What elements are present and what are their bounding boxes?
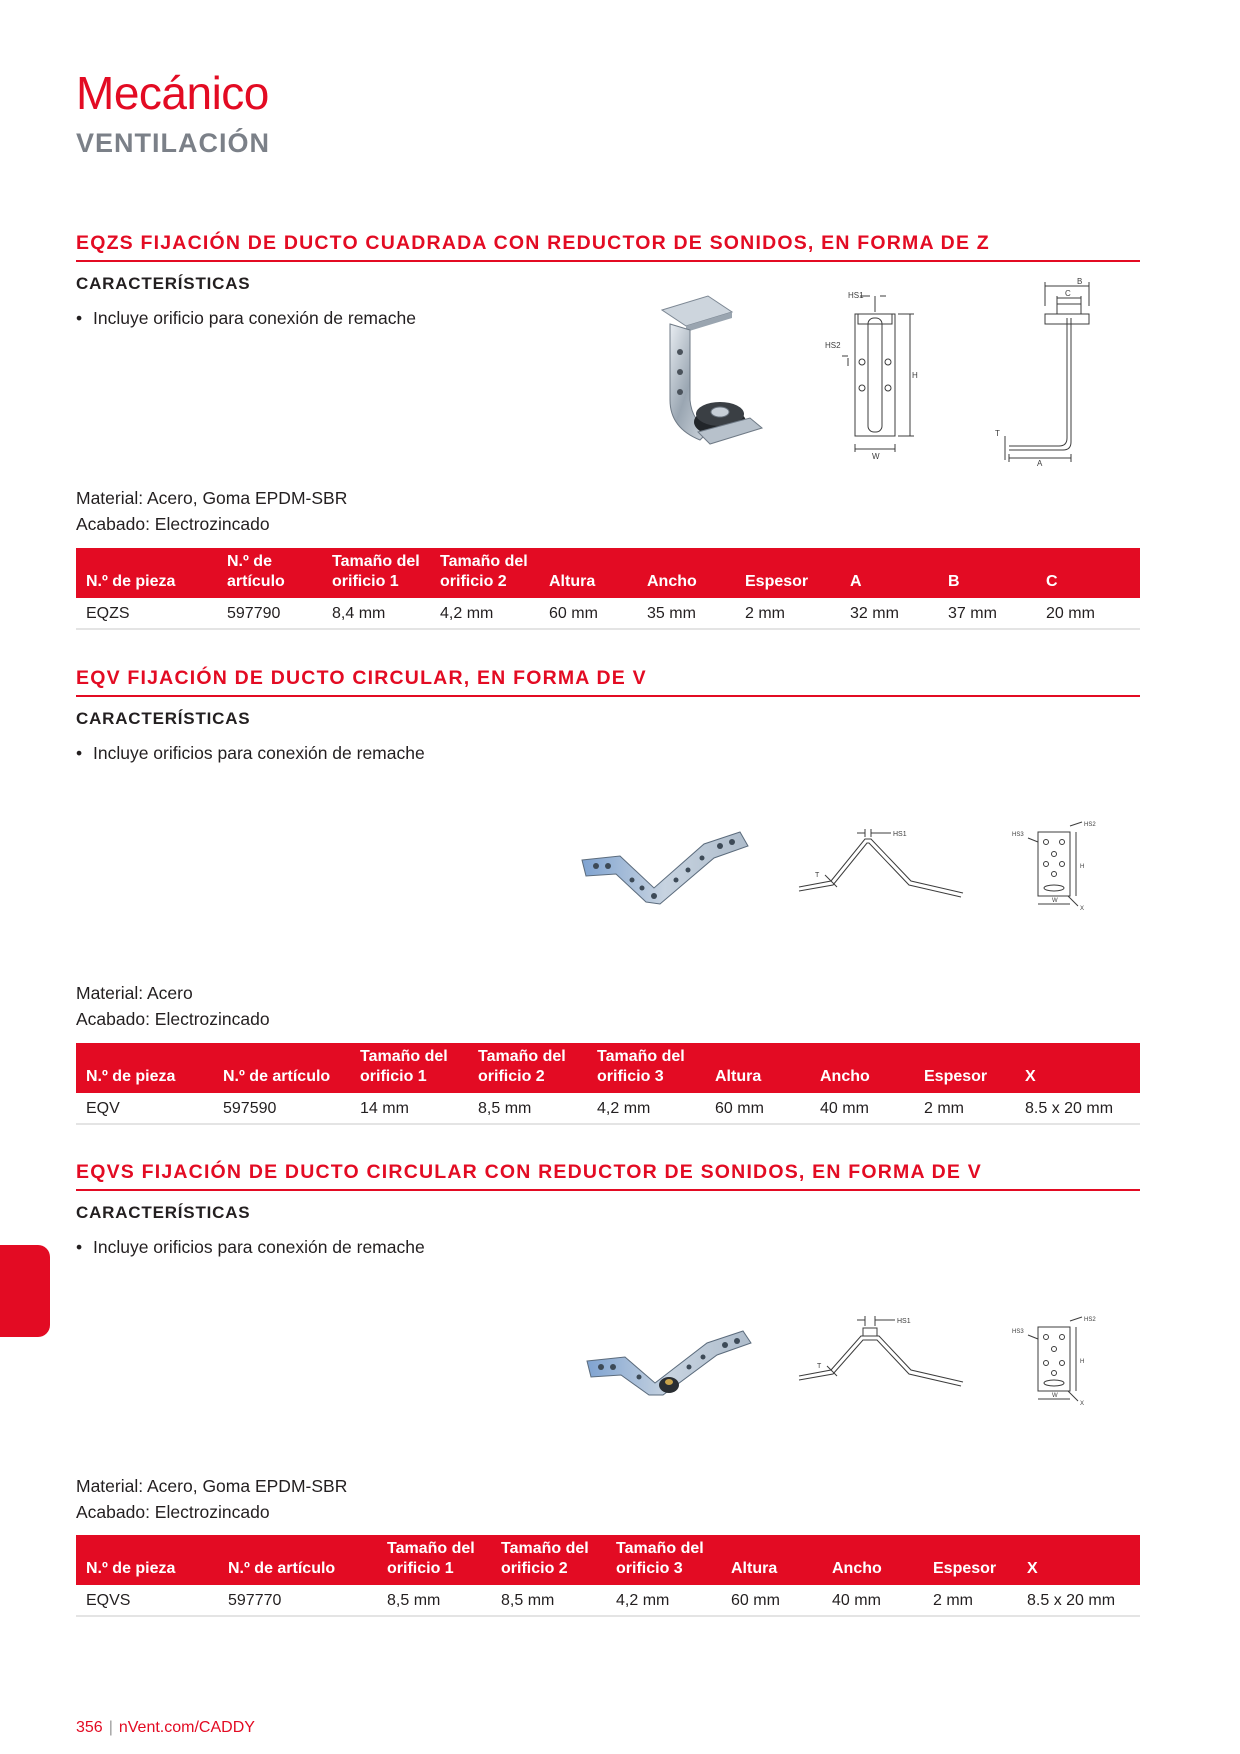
feature-text: Incluye orificios para conexión de remache [93, 1237, 425, 1257]
page-title: Mecánico [76, 67, 269, 119]
cell: 597770 [218, 1585, 377, 1616]
cell: 40 mm [810, 1093, 914, 1124]
col-header: N.º de artículo [217, 548, 322, 598]
material-info [76, 1473, 347, 1525]
features-title: CARACTERÍSTICAS [76, 274, 251, 293]
cell: EQVS [76, 1585, 218, 1616]
section-eqvs [76, 1161, 1140, 1258]
col-header: A [840, 548, 938, 598]
table-row [76, 1585, 1140, 1616]
footer-link[interactable]: nVent.com/CADDY [118, 1719, 255, 1736]
cell: 597790 [217, 598, 322, 629]
page-number: 356 [76, 1719, 103, 1736]
col-header: N.º de pieza [76, 548, 217, 598]
diagram-label-x: X [1080, 906, 1085, 912]
col-header: X [1017, 1535, 1140, 1585]
section-heading: EQV FIJACIÓN DE DUCTO CIRCULAR, EN FORMA DE V [76, 667, 1140, 697]
diagram-label-hs2: HS2 [825, 341, 841, 350]
diagram-label-h: H [1080, 1359, 1085, 1365]
diagram-label-w: W [872, 452, 880, 461]
eqzs-product-image [640, 290, 770, 460]
cell: EQZS [76, 598, 217, 629]
diagram-label-a: A [1037, 459, 1043, 466]
cell: 8,5 mm [377, 1585, 491, 1616]
col-header: Altura [705, 1043, 810, 1093]
col-header: Ancho [822, 1535, 923, 1585]
chapter-tab [0, 1245, 50, 1337]
table-row [76, 598, 1140, 629]
table-header-row [76, 1535, 1140, 1585]
cell: 35 mm [637, 598, 735, 629]
eqvs-hole-drawing [1010, 1315, 1100, 1407]
feature-bullet: • Incluye orificio para conexión de remache [76, 308, 416, 328]
cell: 32 mm [840, 598, 938, 629]
cell: 4,2 mm [606, 1585, 721, 1616]
eqvs-profile-drawing [795, 1312, 975, 1392]
col-header: Altura [539, 548, 637, 598]
cell: 8,5 mm [468, 1093, 587, 1124]
col-header: N.º de artículo [213, 1043, 350, 1093]
footer-separator: | [108, 1719, 113, 1736]
material-text: Material: Acero [76, 983, 193, 1003]
features-title: CARACTERÍSTICAS [76, 709, 251, 728]
cell: 8.5 x 20 mm [1015, 1093, 1140, 1124]
footer [76, 1719, 255, 1737]
feature-text: Incluye orificios para conexión de remache [93, 743, 425, 763]
diagram-label-t: T [815, 872, 820, 879]
col-header: Tamaño del orificio 2 [468, 1043, 587, 1093]
eqv-profile-drawing [795, 825, 975, 905]
diagram-label-w: W [1052, 1393, 1058, 1399]
col-header: Tamaño del orificio 1 [350, 1043, 468, 1093]
diagram-label-hs1: HS1 [848, 291, 864, 300]
section-eqzs [76, 232, 1140, 329]
cell: 60 mm [705, 1093, 810, 1124]
col-header: Espesor [923, 1535, 1017, 1585]
features-title: CARACTERÍSTICAS [76, 1203, 251, 1222]
eqzs-side-drawing [985, 276, 1115, 466]
eqv-product-image [580, 830, 760, 910]
finish-text: Acabado: Electrozincado [76, 1502, 270, 1522]
cell: 2 mm [735, 598, 840, 629]
cell: 2 mm [923, 1585, 1017, 1616]
cell: 20 mm [1036, 598, 1140, 629]
diagram-label-w: W [1052, 898, 1058, 904]
spec-table-eqv [76, 1043, 1140, 1125]
cell: 8,4 mm [322, 598, 430, 629]
feature-bullet: • Incluye orificios para conexión de remache [76, 743, 425, 763]
material-info [76, 980, 270, 1032]
table-header-row [76, 1043, 1140, 1093]
finish-text: Acabado: Electrozincado [76, 514, 270, 534]
col-header: Tamaño del orificio 3 [606, 1535, 721, 1585]
page-subtitle: VENTILACIÓN [76, 128, 271, 158]
diagram-label-t: T [817, 1363, 822, 1370]
col-header: Espesor [735, 548, 840, 598]
diagram-label-hs1: HS1 [893, 831, 907, 838]
col-header: X [1015, 1043, 1140, 1093]
spec-table-eqzs [76, 548, 1140, 630]
diagram-label-t: T [995, 429, 1000, 438]
col-header: Tamaño del orificio 3 [587, 1043, 705, 1093]
col-header: Tamaño del orificio 2 [430, 548, 539, 598]
col-header: N.º de pieza [76, 1535, 218, 1585]
cell: EQV [76, 1093, 213, 1124]
section-heading: EQVS FIJACIÓN DE DUCTO CIRCULAR CON REDUCTOR DE SONIDOS, EN FORMA DE V [76, 1161, 1140, 1191]
col-header: Tamaño del orificio 1 [377, 1535, 491, 1585]
col-header: Tamaño del orificio 1 [322, 548, 430, 598]
cell: 60 mm [721, 1585, 822, 1616]
cell: 8,5 mm [491, 1585, 606, 1616]
col-header: Ancho [810, 1043, 914, 1093]
material-text: Material: Acero, Goma EPDM-SBR [76, 488, 348, 508]
section-eqv [76, 667, 1140, 764]
cell: 4,2 mm [430, 598, 539, 629]
table-row [76, 1093, 1140, 1124]
spec-table-eqvs [76, 1535, 1140, 1617]
eqv-hole-drawing [1010, 820, 1100, 912]
col-header: Ancho [637, 548, 735, 598]
col-header: Tamaño del orificio 2 [491, 1535, 606, 1585]
diagram-label-hs2: HS2 [1084, 822, 1096, 828]
cell: 4,2 mm [587, 1093, 705, 1124]
cell: 14 mm [350, 1093, 468, 1124]
col-header: C [1036, 548, 1140, 598]
col-header: N.º de artículo [218, 1535, 377, 1585]
cell: 2 mm [914, 1093, 1015, 1124]
diagram-label-h: H [1080, 864, 1085, 870]
diagram-label-hs3: HS3 [1012, 832, 1024, 838]
feature-text: Incluye orificio para conexión de remache [93, 308, 416, 328]
cell: 60 mm [539, 598, 637, 629]
diagram-label-hs1: HS1 [897, 1318, 911, 1325]
section-heading: EQZS FIJACIÓN DE DUCTO CUADRADA CON REDUCTOR DE SONIDOS, EN FORMA DE Z [76, 232, 1140, 262]
cell: 40 mm [822, 1585, 923, 1616]
table-header-row [76, 548, 1140, 598]
diagram-label-c: C [1065, 289, 1071, 298]
cell: 8.5 x 20 mm [1017, 1585, 1140, 1616]
material-text: Material: Acero, Goma EPDM-SBR [76, 1476, 348, 1496]
finish-text: Acabado: Electrozincado [76, 1009, 270, 1029]
col-header: Altura [721, 1535, 822, 1585]
diagram-label-hs3: HS3 [1012, 1329, 1024, 1335]
feature-bullet: • Incluye orificios para conexión de remache [76, 1237, 425, 1257]
cell: 37 mm [938, 598, 1036, 629]
diagram-label-hs2: HS2 [1084, 1317, 1096, 1323]
cell: 597590 [213, 1093, 350, 1124]
diagram-label-x: X [1080, 1401, 1085, 1407]
col-header: N.º de pieza [76, 1043, 213, 1093]
col-header: B [938, 548, 1036, 598]
diagram-label-b: B [1077, 277, 1083, 286]
col-header: Espesor [914, 1043, 1015, 1093]
eqzs-front-drawing [820, 282, 940, 462]
diagram-label-h: H [912, 371, 918, 380]
eqvs-product-image [585, 1325, 765, 1405]
material-info [76, 485, 347, 537]
